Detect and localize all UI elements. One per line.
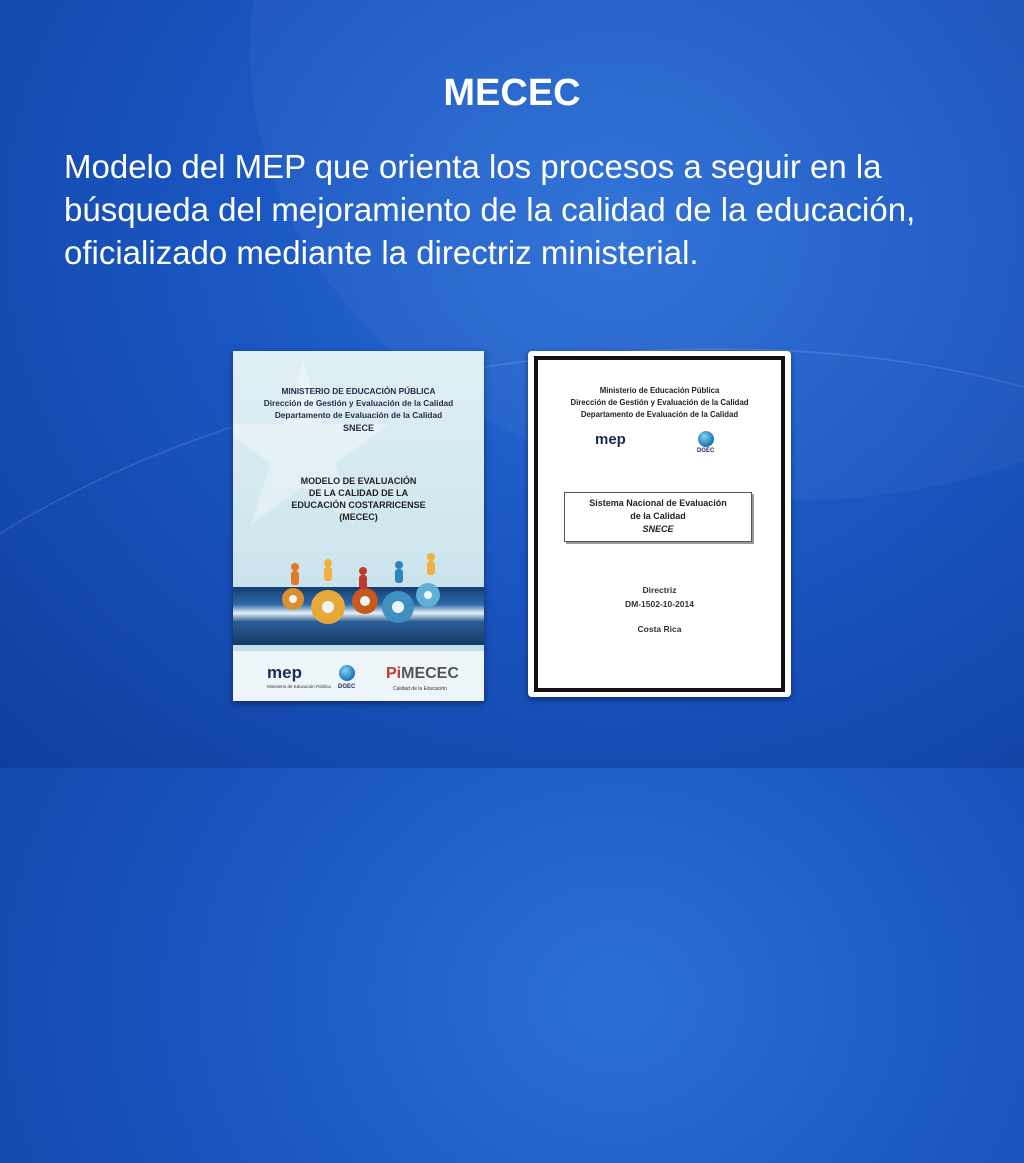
document-header: Ministerio de Educación Pública Dirección de Gestión y Evaluación de la Calidad Departamento de Evaluación de la Calidad: [570, 386, 749, 419]
cover-header: MINISTERIO DE EDUCACIÓN PÚBLICA Dirección de Gestión y Evaluación de la Calidad Departamento de Evaluación de la Calidad SNECE: [263, 386, 454, 433]
cover-title: MODELO DE EVALUACIÓN DE LA CALIDAD DE LA EDUCACIÓN COSTARRICENSE (MECEC): [291, 476, 426, 522]
document-country: Costa Rica: [637, 624, 682, 634]
mep-logo: mep: [267, 663, 302, 682]
pimecec-logo: PiMECEC: [386, 665, 459, 682]
cover-footer: [233, 651, 484, 701]
snece-title-box: Sistema Nacional de Evaluación de la Calidad SNECE: [564, 492, 752, 542]
mep-logo: mep: [595, 431, 626, 448]
background-swoosh: [0, 259, 1024, 1163]
pimecec-subtitle: Calidad de la Educación: [393, 686, 447, 692]
directive-info: Directriz DM-1502-10-2014: [625, 585, 694, 609]
snece-directive-document: [528, 351, 791, 697]
gears-and-runners-illustration: [273, 549, 453, 629]
dgec-globe-icon: [698, 431, 714, 447]
dgec-globe-icon: [339, 665, 355, 681]
slide-body-text: Modelo del MEP que orienta los procesos a seguir en la búsqueda del mejoramiento de la calidad de la educación, oficializado mediante la directriz ministerial.: [64, 148, 916, 271]
mep-logo-subtitle: Ministerio de Educación Pública: [267, 684, 331, 689]
mecec-book-cover: [233, 351, 484, 701]
slide-title: MECEC: [443, 72, 581, 114]
dgec-label: DGEC: [338, 684, 356, 690]
dgec-label: DGEC: [697, 448, 715, 454]
